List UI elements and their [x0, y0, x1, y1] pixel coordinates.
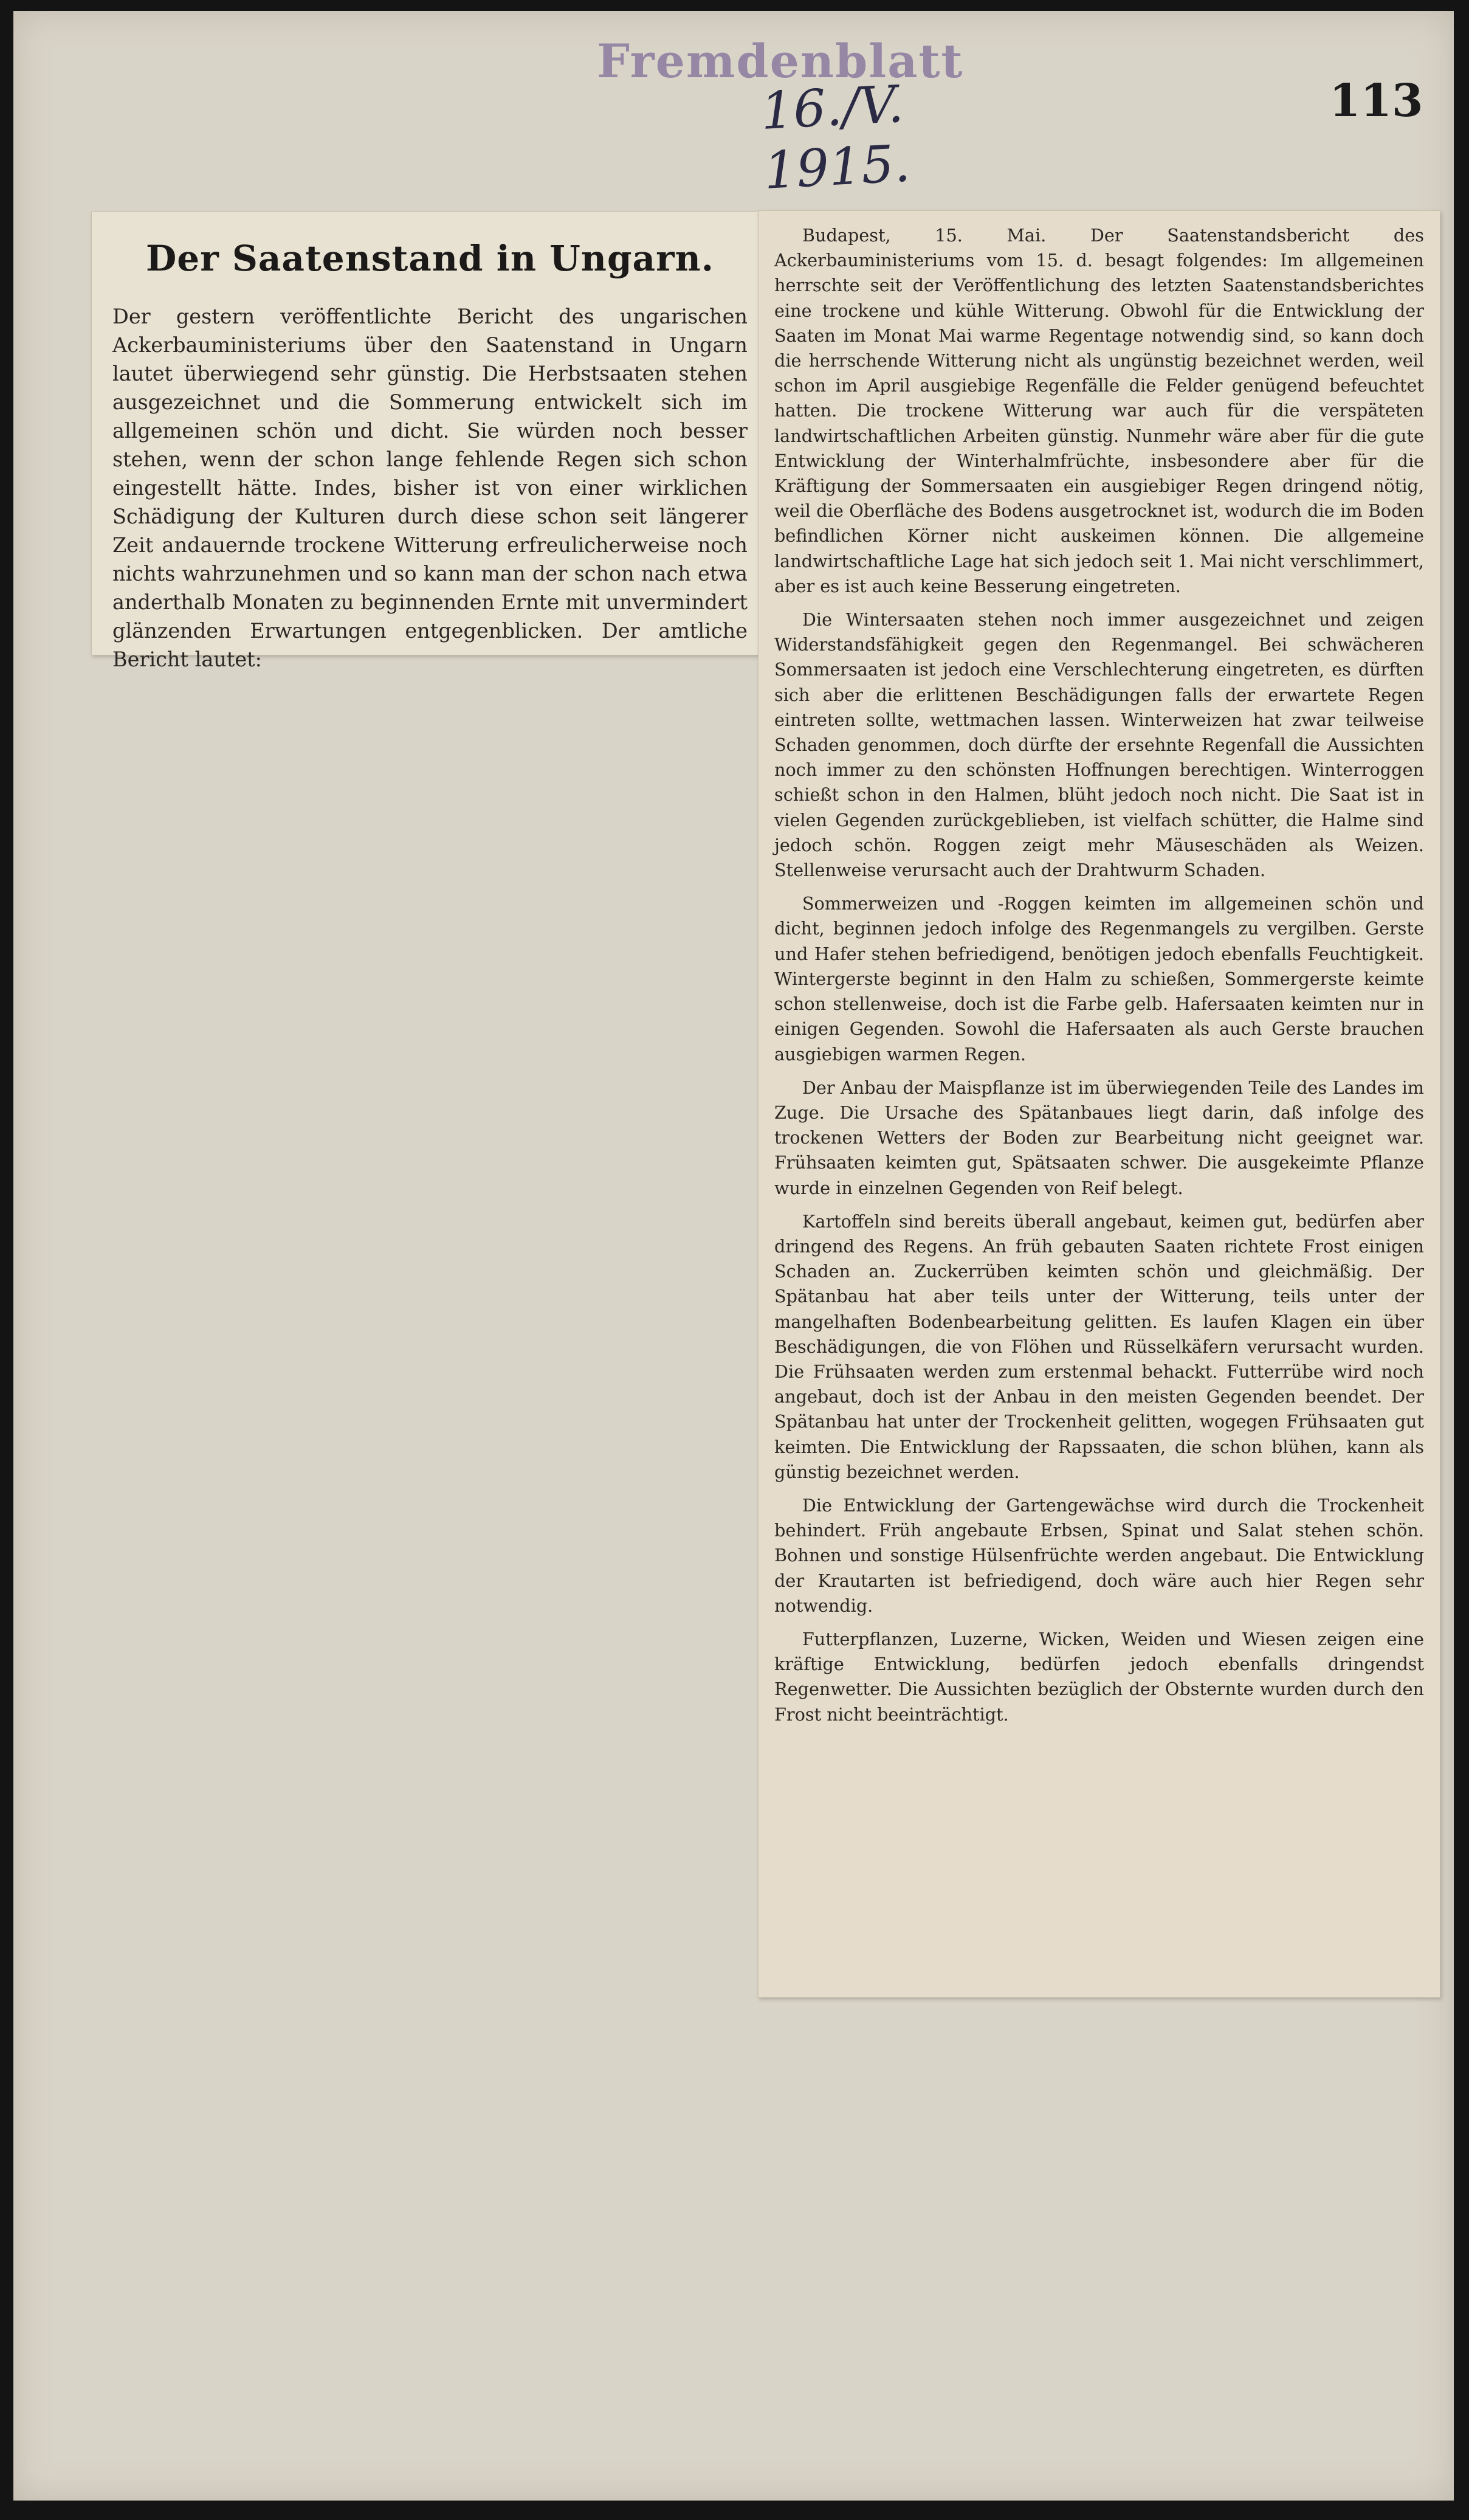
handwritten-date: 16./V. 1915.: [759, 74, 912, 201]
clipping-headline-intro: [91, 212, 769, 671]
report-paragraph-mais: Der Anbau der Maispflanze ist im überwiegenden Teile des Landes im Zuge. Die Ursache des Spätanbaues liegt darin, daß infolge des trockenen Wetters der Boden zur Bearbeitung nicht geeignet war. Frühsaaten keimten gut, Spätsaaten schwer. Die ausgekeimte Pflanze wurde in einzelnen Gegenden von Reif belegt.: [774, 1077, 1424, 1198]
archive-sheet: [13, 11, 1454, 2501]
newspaper-name-stamp: Fremdenblatt: [597, 34, 964, 88]
article-intro: Der gestern veröffentlichte Bericht des ungarischen Ackerbauministeriums über den Saatenstand in Ungarn lautet überwiegend sehr günstig. Die Herbstsaaten stehen ausgezeichnet und die Sommerung entwickelt sich im allgemeinen schön und dicht. Sie würden noch besser stehen, wenn der schon lange fehlende Regen sich schon eingestellt hätte. Indes, bisher ist von einer wirklichen Schädigung der Kulturen durch diese schon seit längerer Zeit andauernde trockene Witterung erfreulicherweise noch nichts wahrzunehmen und so kann man der schon nach etwa anderthalb Monaten zu beginnenden Ernte mit unvermindert glänzenden Erwartungen entgegenblicken. Der amtliche Bericht lautet:: [112, 305, 748, 671]
report-paragraph-futterpflanzen: Futterpflanzen, Luzerne, Wicken, Weiden und Wiesen zeigen eine kräftige Entwicklung, bedürfen jedoch ebenfalls dringendst Regenwetter. Die Aussichten bezüglich der Obsternte wurden durch den Frost nicht beeinträchtigt.: [774, 1628, 1424, 1725]
report-paragraph-wintersaaten: Die Wintersaaten stehen noch immer ausgezeichnet und zeigen Widerstandsfähigkeit gegen den Regenmangel. Bei schwächeren Sommersaaten ist jedoch eine Verschlechterung eingetreten, es dürften sich aber die erlittenen Beschädigungen falls der erwartete Regen eintreten sollte, wettmachen lassen. Winterweizen hat zwar teilweise Schaden genommen, doch dürfte der ersehnte Regenfall die Aussichten noch immer zu den schönsten Hoffnungen berechtigen. Winterroggen schießt schon in den Halmen, blüht jedoch noch nicht. Die Saat ist in vielen Gegenden zurückgeblieben, ist vielfach schütter, die Halme sind jedoch schön. Roggen zeigt mehr Mäuseschäden als Weizen. Stellenweise verursacht auch der Drahtwurm Schaden.: [774, 609, 1424, 881]
page-number: 113: [1329, 75, 1423, 127]
report-paragraph-gartengewaechse: Die Entwicklung der Gartengewächse wird durch die Trockenheit behindert. Früh angebaute Erbsen, Spinat und Salat stehen schön. Bohnen und sonstige Hülsenfrüchte werden angebaut. Die Entwicklung der Krautarten ist befriedigend, doch wäre auch hier Regen sehr notwendig.: [774, 1494, 1424, 1616]
report-paragraph-sommerweizen: Sommerweizen und -Roggen keimten im allgemeinen schön und dicht, beginnen jedoch infolge des Regenmangels zu vergilben. Gerste und Hafer stehen befriedigend, benötigen jedoch ebenfalls Feuchtigkeit. Wintergerste beginnt in den Halm zu schießen, Sommergerste keimte schon stellenweise, doch ist die Farbe gelb. Hafersaaten keimten nur in einigen Gegenden. Sowohl die Hafersaaten als auch Gerste brauchen ausgiebigen warmen Regen.: [774, 893, 1424, 1065]
clipping-report-body: [758, 210, 1440, 1998]
article-headline: Der Saatenstand in Ungarn.: [146, 238, 714, 279]
report-paragraph-kartoffeln: Kartoffeln sind bereits überall angebaut, keimen gut, bedürfen aber dringend des Regens. An früh gebauten Saaten richtete Frost einigen Schaden an. Zuckerrüben keimten schön und gleichmäßig. Der Spätanbau hat aber teils unter der Witterung, teils unter der mangelhaften Bodenbearbeitung gelitten. Es laufen Klagen ein über Beschädigungen, die von Flöhen und Rüsselkäfern verursacht wurden. Die Frühsaaten werden zum erstenmal behackt. Futterrübe wird noch angebaut, doch ist der Anbau in den meisten Gegenden beendet. Der Spätanbau hat unter der Trockenheit gelitten, wogegen Frühsaaten gut keimten. Die Entwicklung der Rapssaaten, die schon blühen, kann als günstig bezeichnet werden.: [774, 1210, 1424, 1482]
report-paragraph-general: Budapest, 15. Mai. Der Saatenstandsbericht des Ackerbauministeriums vom 15. d. besagt folgendes: Im allgemeinen herrschte seit der Veröffentlichung des letzten Saatenstandsberichtes eine trockene und kühle Witterung. Obwohl für die Entwicklung der Saaten im Monat Mai warme Regentage notwendig sind, so kann doch die herrschende Witterung nicht als ungünstig bezeichnet werden, weil schon im April ausgiebige Regenfälle die Felder genügend befeuchtet hatten. Die trockene Witterung war auch für die verspäteten landwirtschaftlichen Arbeiten günstig. Nunmehr wäre aber für die gute Entwicklung der Winterhalmfrüchte, insbesondere aber für die Kräftigung der Sommersaaten ein ausgiebiger Regen dringend nötig, weil die Oberfläche des Bodens ausgetrocknet ist, wodurch die im Boden befindlichen Körner nicht auskeimen können. Die allgemeine landwirtschaftliche Lage hat sich jedoch seit 1. Mai nicht verschlimmert, aber es ist auch keine Besserung eingetreten.: [774, 225, 1424, 596]
